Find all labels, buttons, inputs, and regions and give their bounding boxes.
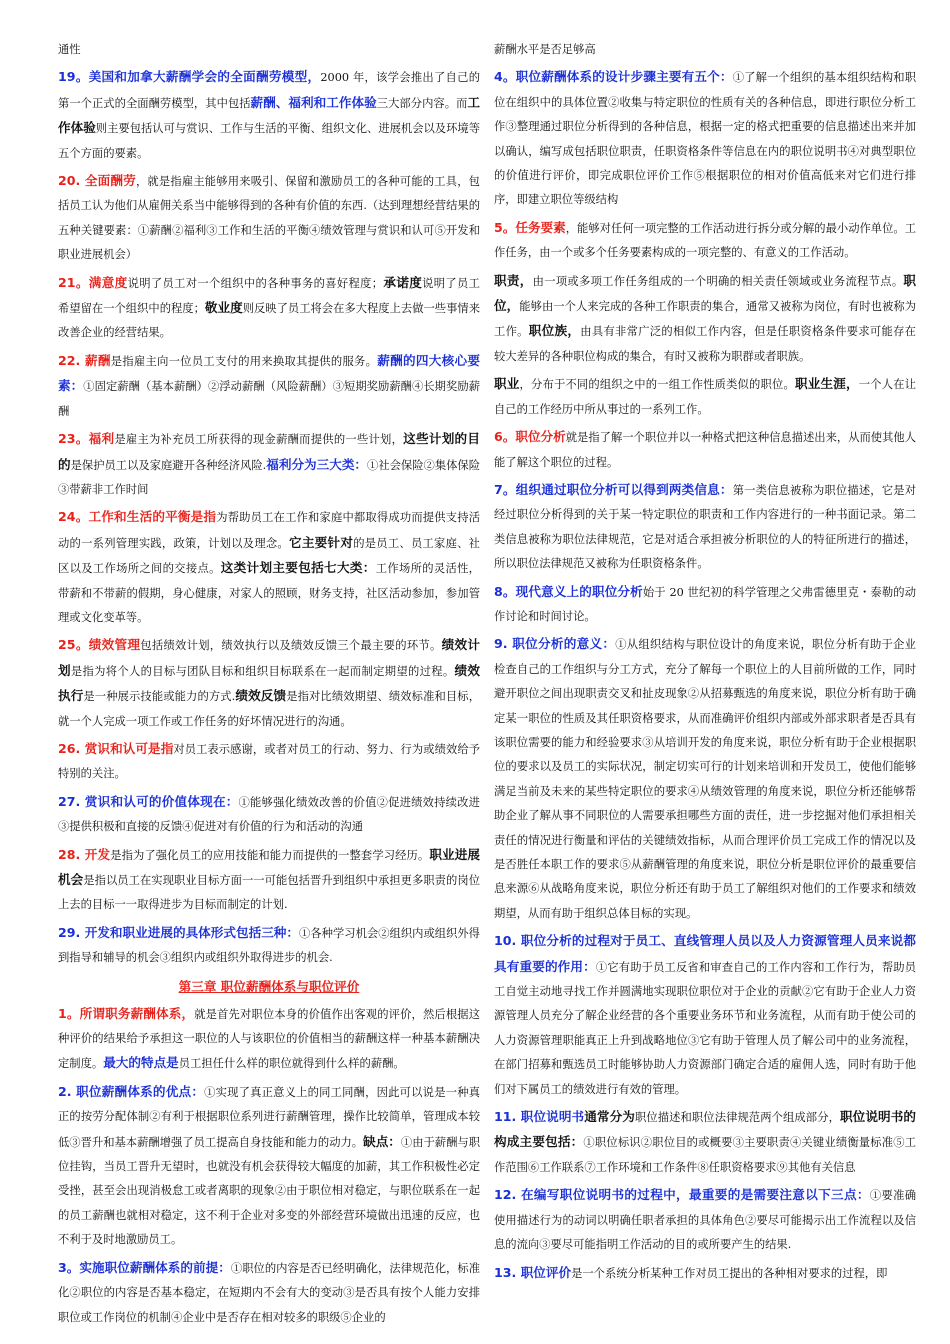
emphasis-text: 24。工作和生活的平衡是指 — [58, 509, 217, 525]
paragraph-c3 — [58, 1256, 480, 1330]
emphasis-text: 通常分为 — [584, 1109, 635, 1125]
emphasis-text: 薪酬的四大核心要素： — [58, 352, 480, 394]
body-text: ①能够强化绩效改善的价值②促进绩效持续改进③提供积极和直接的反馈④促进对有价值的行为和活动的沟通 — [58, 795, 480, 834]
body-text: 一个人在让自己的工作经历中所从事过的一系列工作。 — [494, 378, 916, 416]
emphasis-text: 职业生涯， — [794, 376, 859, 392]
body-text: 是雇主为补充员工所获得的现金薪酬而提供的一些计划， — [114, 433, 404, 447]
emphasis-text: 职位说明书的构成主要包括： — [494, 1109, 916, 1150]
paragraph-c8 — [494, 580, 916, 630]
body-text: 是一种展示技能或能力的方式. — [83, 690, 236, 704]
body-text: ①它有助于员工反省和审查自己的工作内容和工作行为，帮助员工自觉主动地寻找工作并圆满地实现职位职位对于企业的贡献②它有助于企业人力资源管理人员充分了解企业经营的各个重要业务环节和业务流程，从而有助于使公司的人力资源管理职能真正上升到战略地位③它有助于管理人员了解公司中的业务流程，在部门招募和甄选员工时能够协助人力资源部门确定合适的雇佣人选，同时有助于他们对下属员工的绩效进行有效的管理。 — [494, 960, 916, 1096]
body-text: 第一类信息被称为职位描述，它是对经过职位分析得到的关于某一特定职位的职责和工作内容进行的一种书面记录。第二类信息被称为职位法律规范，它是对适合承担被分析职位的人的特征所进行的描述，所以职位法律规范又被称为任职资格条件。 — [494, 483, 916, 571]
emphasis-text: 29. 开发和职业进展的具体形式包括三种： — [58, 924, 300, 940]
body-text: 的是员工、员工家庭、社区以及工作场所之间的交接点。 — [58, 536, 480, 576]
body-text: 说明了员工希望留在一个组织中的程度； — [58, 276, 480, 316]
body-text: 是一个系统分析某种工作对员工提出的各种相对要求的过程，即 — [571, 1266, 888, 1280]
body-text: 说明了员工对一个组织中的各种事务的喜好程度； — [127, 276, 384, 290]
emphasis-text: 4。职位薪酬体系的设计步骤主要有五个： — [494, 69, 733, 85]
emphasis-text: 19。美国和加拿大薪酬学会的全面酬劳模型， — [58, 69, 321, 85]
emphasis-text: 22. 薪酬 — [58, 352, 111, 368]
body-text: 就是指了解一个职位并以一种格式把这种信息描述出来，从而使其他人能了解这个职位的过程。 — [494, 431, 916, 469]
paragraph-p20 — [58, 169, 480, 268]
emphasis-text: 职位， — [494, 272, 916, 314]
body-text: 2000 年，该学会推出了自己的第一个正式的全面酬劳模型，其中包括 — [58, 71, 480, 110]
emphasis-text: 最大的特点是 — [103, 1055, 179, 1071]
body-text: 是指对比绩效期望、绩效标准和目标，就一个人完成一项工作或工作任务的好坏情况进行的沟通。 — [58, 690, 480, 728]
emphasis-text: 1。所谓职务薪酬体系， — [58, 1005, 195, 1021]
body-text: ，能够对任何一项完整的工作活动进行拆分或分解的最小动作单位。工作任务，由一个或多个任务要素构成的一项完整的、有意义的工作活动。 — [494, 221, 916, 260]
body-text: 是指为了强化员工的应用技能和能力而提供的一整套学习经历。 — [110, 848, 430, 862]
body-text: 则反映了员工将会在多大程度上去做一些事情来改善企业的经营结果。 — [58, 302, 480, 340]
emphasis-text: 9. 职位分析的意义： — [494, 636, 616, 652]
left-column — [58, 38, 480, 1333]
emphasis-text: 3。实施职位薪酬体系的前提： — [58, 1259, 231, 1275]
body-text: 始于 20 世纪初的科学管理之父弗雷德里克・泰勒的动作讨论和时间讨论。 — [494, 585, 916, 623]
body-text: ，就是指雇主能够用来吸引、保留和激励员工的各种可能的工具，包括员工认为他们从雇佣关系当中能够得到的各种有价值的东西.（达到理想经营结果的五种关键要素：①薪酬②福利③工作和生活的平衡④绩效管理与赏识和认可⑤开发和职业进展机会） — [58, 175, 480, 262]
emphasis-text: 27. 赏识和认可的价值体现在： — [58, 793, 239, 809]
emphasis-text: 7。组织通过职位分析可以得到两类信息： — [494, 481, 733, 497]
body-text: 是指以员工在实现职业目标方面一一可能包括晋升到组织中承担更多职责的岗位上去的目标一一取得进步为目标而制定的计划. — [58, 874, 480, 912]
body-text: 通性 — [58, 43, 81, 56]
emphasis-text: 缺点： — [363, 1133, 401, 1149]
emphasis-text: 8。现代意义上的职位分析 — [494, 583, 643, 599]
emphasis-text: 13. 职位评价 — [494, 1264, 572, 1280]
emphasis-text: 23。福利 — [58, 431, 115, 447]
paragraph-p0 — [58, 38, 480, 62]
emphasis-text: 薪酬、福利和工作体验 — [250, 94, 377, 110]
body-text: 员工担任什么样的职位就得到什么样的薪酬。 — [178, 1057, 405, 1071]
body-text: 三大部分内容。而 — [376, 96, 468, 110]
paragraph-c6 — [494, 425, 916, 475]
paragraph-p27 — [58, 790, 480, 840]
paragraph-c9 — [494, 632, 916, 926]
paragraph-c4 — [494, 65, 916, 212]
body-text: 能够由一个人来完成的各种工作职责的集合，通常又被称为岗位，有时也被称为工作。 — [494, 300, 916, 339]
body-text: ①职位标识②职位目的或概要③主要职责④关键业绩衡量标准⑤工作范围⑥工作联系⑦工作环境和工作条件⑧任职资格要求⑨其他有关信息 — [494, 1136, 916, 1174]
paragraph-c5c — [494, 372, 916, 422]
emphasis-text: 第三章 职位薪酬体系与职位评价 — [178, 978, 360, 994]
emphasis-text: 承诺度 — [383, 274, 423, 290]
body-text: 是指雇主向一位员工支付的用来换取其提供的服务。 — [110, 354, 378, 368]
body-text: 由具有非常广泛的相似工作内容，但是任职资格条件要求可能存在较大差异的各种职位构成的集合，有时又被称为职群或者职族。 — [494, 325, 916, 363]
paragraph-c7 — [494, 478, 916, 577]
paragraph-c1 — [58, 1002, 480, 1077]
paragraph-c12 — [494, 1183, 916, 1257]
paragraph-p21 — [58, 271, 480, 346]
body-text: ①社会保险②集体保险③带薪非工作时间 — [58, 458, 481, 496]
emphasis-text: 它主要针对 — [288, 534, 354, 550]
body-text: 工作场所的灵活性，带薪和不带薪的假期，身心健康，对家人的照顾，财务支持，社区活动参加，参加管理或文化变革等。 — [58, 562, 480, 624]
body-text: 为帮助员工在工作和家庭中都取得成功而提供支持活动的一系列管理实践，政策，计划以及理念。 — [58, 511, 480, 550]
emphasis-text: 6。职位分析 — [494, 429, 566, 445]
emphasis-text: 职业 — [494, 376, 520, 392]
emphasis-text: 绩效反馈 — [235, 688, 287, 704]
body-text: 对员工表示感谢，或者对员工的行动、努力、行为或绩效给予特别的关注。 — [58, 742, 480, 781]
emphasis-text: 绩效执行 — [58, 662, 480, 704]
paragraph-r0 — [494, 38, 916, 62]
emphasis-text: 26. 赏识和认可是指 — [58, 740, 174, 756]
paragraph-p19 — [58, 65, 480, 166]
emphasis-text: 职责， — [494, 272, 533, 288]
body-text: 是保护员工以及家庭避开各种经济风险. — [70, 458, 267, 472]
body-text: ①实现了真正意义上的同工同酬，因此可以说是一种真正的按劳分配体制②有利于根据职位系列进行薪酬管理，操作比较简单，管理成本较低③晋升和基本薪酬增强了员工提高自身技能和能力的动力。 — [58, 1085, 480, 1149]
emphasis-text: 10. 职位分析的过程对于员工、直线管理人员以及人力资源管理人员来说都具有重要的作用： — [494, 933, 916, 974]
body-text: ①了解一个组织的基本组织结构和职位在组织中的具体位置②收集与特定职位的性质有关的各种信息，即进行职位分析工作③整理通过职位分析得到的各种信息，根据一定的格式把重要的信息描述出来并加以确认，编写成包括职位职责，任职资格条件等信息在内的职位说明书④对典型职位的价值进行评价，即完成职位评价工作⑤根据职位的相对价值高低来对它们进行排序，即建立职位等级结构 — [494, 71, 916, 207]
paragraph-p23 — [58, 427, 480, 502]
paragraph-c13 — [494, 1261, 916, 1286]
body-text: 就是首先对职位本身的价值作出客观的评价，然后根据这种评价的结果给予承担这一职位的人与该职位的价值相当的薪酬这样一种基本薪酬决定制度。 — [58, 1007, 480, 1071]
emphasis-text: 25。绩效管理 — [58, 637, 141, 653]
body-text: 由一项或多项工作任务组成的一个明确的相关责任领域或业务流程节点。 — [532, 274, 904, 288]
body-text: ①固定薪酬（基本薪酬）②浮动薪酬（风险薪酬）③短期奖励薪酬④长期奖励薪酬 — [58, 380, 480, 418]
body-text: 是指为将个人的目标与团队目标和组织目标联系在一起而制定期望的过程。 — [70, 664, 455, 678]
emphasis-text: 绩效计划 — [58, 637, 480, 678]
paragraph-c2 — [58, 1080, 480, 1253]
emphasis-text: 工作体验 — [58, 94, 480, 136]
body-text: 则主要包括认可与赏识、工作与生活的平衡、组织文化、进展机会以及环境等五个方面的要素。 — [58, 122, 480, 160]
paragraph-p25 — [58, 633, 480, 734]
paragraph-c11 — [494, 1105, 916, 1180]
emphasis-text: 这类计划主要包括七大类： — [220, 560, 376, 576]
emphasis-text: 21。满意度 — [58, 274, 128, 290]
emphasis-text: 这些计划的目的 — [58, 431, 480, 472]
emphasis-text: 11. 职位说明书 — [494, 1109, 585, 1125]
paragraph-p26 — [58, 737, 480, 787]
paragraph-p22 — [58, 349, 480, 424]
paragraph-c5b — [494, 269, 916, 370]
body-text: 包括绩效计划，绩效执行以及绩效反馈三个最主要的环节。 — [140, 639, 442, 653]
body-text: ①从组织结构与职位设计的角度来说，职位分析有助于企业检查自己的工作组织与分工方式，充分了解每一个职位上的人目前所做的工作，同时避开职位之间出现职责交叉和扯皮现象②从招募甄选的角度来说，职位分析有助于确定某一职位的性质及其任职资格要求，从而准确评价组织内部或外部求职者是否具有该职位需要的能力和经验要求③从培训开发的角度来说，职位分析有助于企业根据职位的要求以及员工的实际状况，制定切实可行的计划来培训和开发员工，使他们能够满足当前及未来的某些特定职位的要求④从绩效管理的角度来说，职位分析还能够帮助企业了解从事不同职位的人需要承担哪些方面的责任，进一步挖掘对他们承担相关责任的情况进行衡量和评估的关键绩效指标，从而合理评价员工完成工作的情况以及是否胜任本职工作的要求⑤从薪酬管理的角度来说，职位分析是职位评价的最重要信息来源⑥从战略角度来说，职位分析还有助于员工了解组织对他们的工作要求和绩效期望，从而有助于组织总体目标的实现。 — [494, 638, 916, 920]
body-text: 薪酬水平是否足够高 — [494, 43, 596, 56]
emphasis-text: 职位族， — [528, 323, 581, 339]
paragraph-c5 — [494, 216, 916, 266]
emphasis-text: 敬业度 — [204, 300, 243, 316]
emphasis-text: 28. 开发 — [58, 846, 111, 862]
chapter-heading — [58, 975, 480, 1000]
emphasis-text: 12. 在编写职位说明书的过程中，最重要的是需要注意以下三点： — [494, 1187, 870, 1203]
emphasis-text: 20. 全面酬劳 — [58, 173, 136, 189]
emphasis-text: 2. 职位薪酬体系的优点： — [58, 1083, 205, 1099]
body-text: ①职位的内容是否已经明确化，法律规范化，标准化②职位的内容是否基本稳定，在短期内不会有大的变动③是否具有按个人能力安排职位或工作岗位的机制④企业中是否存在相对较多的职级⑤企业的 — [58, 1261, 480, 1324]
paragraph-p28 — [58, 843, 480, 918]
body-text: ，分布于不同的组织之中的一组工作性质类似的职位。 — [519, 378, 795, 392]
body-text: ①要准确使用描述行为的动词以明确任职者承担的具体角色②要尽可能揭示出工作流程以及信息的流向③要尽可能指明工作活动的目的或所要产生的结果. — [494, 1189, 916, 1252]
emphasis-text: 5。任务要素 — [494, 219, 566, 235]
right-column — [494, 38, 916, 1289]
body-text: ①各种学习机会②组织内或组织外得到指导和辅导的机会③组织内或组织外取得进步的机会. — [58, 926, 480, 965]
body-text: ①由于薪酬与职位挂钩，当员工晋升无望时，也就没有机会获得较大幅度的加薪，其工作积极性必定受挫，甚至会出现消极怠工或者离职的现象②由于职位相对稳定，与职位联系在一起的员工薪酬也就相对稳定，这不利于企业对多变的外部经营环境做出迅速的反应，也不利于及时地激励员工。 — [58, 1135, 480, 1247]
emphasis-text: 职业进展机会 — [58, 846, 480, 887]
paragraph-p29 — [58, 921, 480, 971]
emphasis-text: 福利分为三大类： — [266, 456, 368, 472]
body-text: 职位描述和职位法律规范两个组成部分， — [634, 1111, 840, 1125]
paragraph-p24 — [58, 505, 480, 630]
paragraph-c10 — [494, 929, 916, 1102]
